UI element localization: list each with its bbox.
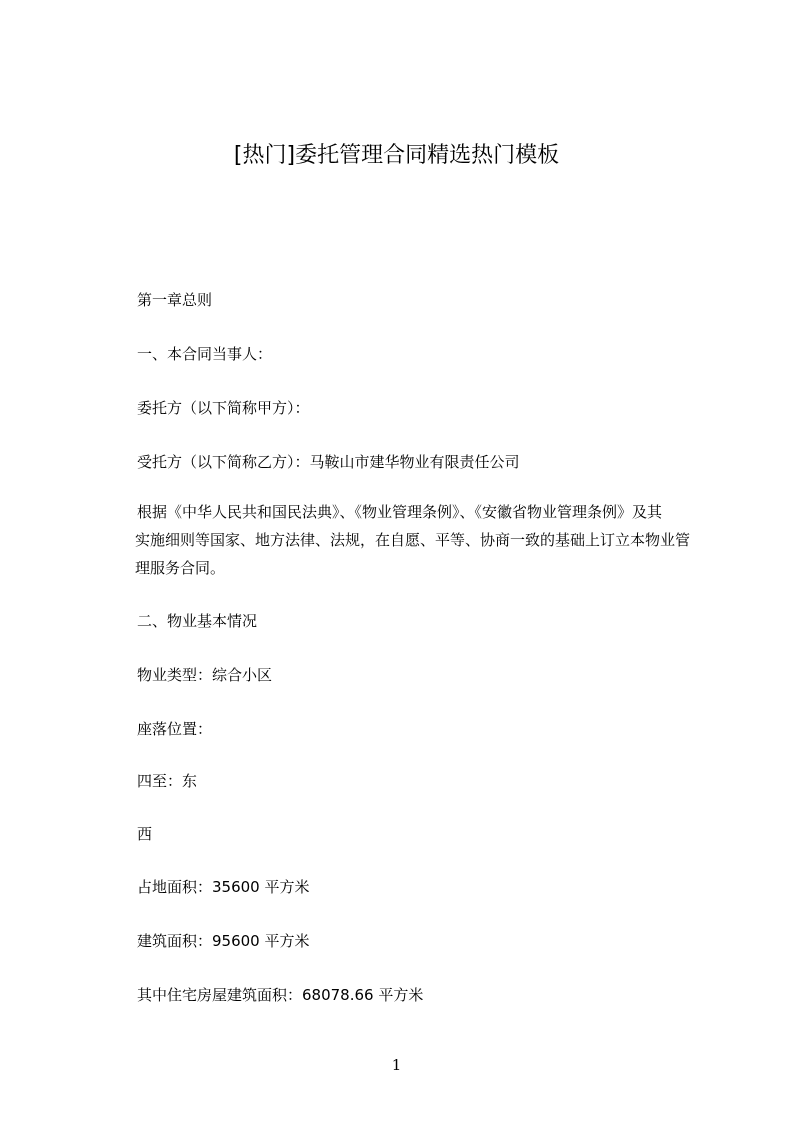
section1-heading: 一、本合同当事人：	[137, 345, 273, 363]
boundary-west-line: 西	[137, 825, 153, 843]
residential-area-line: 其中住宅房屋建筑面积：68078.66 平方米	[137, 986, 424, 1004]
section2-heading: 二、物业基本情况	[137, 612, 258, 630]
page-number: 1	[391, 1056, 402, 1074]
property-type-line: 物业类型：综合小区	[137, 666, 273, 684]
basis-paragraph-line-3: 理服务合同。	[135, 559, 226, 577]
basis-paragraph-line-2: 实施细则等国家、地方法律、法规，在自愿、平等、协商一致的基础上订立本物业管	[135, 531, 691, 549]
party-b-line: 受托方（以下简称乙方）：马鞍山市建华物业有限责任公司	[137, 453, 520, 471]
party-a-line: 委托方（以下简称甲方）：	[137, 399, 310, 417]
chapter-heading: 第一章总则	[137, 291, 213, 309]
document-title: [热门]委托管理合同精选热门模板	[233, 143, 560, 168]
location-line: 座落位置：	[137, 720, 213, 738]
basis-paragraph-line-1: 根据《中华人民共和国民法典》、《物业管理条例》、《安徽省物业管理条例》及其	[137, 503, 663, 521]
basis-paragraph	[137, 498, 697, 582]
building-area-line: 建筑面积：95600 平方米	[137, 932, 310, 950]
land-area-line: 占地面积：35600 平方米	[137, 878, 310, 896]
boundary-east-line: 四至：东	[137, 772, 198, 790]
